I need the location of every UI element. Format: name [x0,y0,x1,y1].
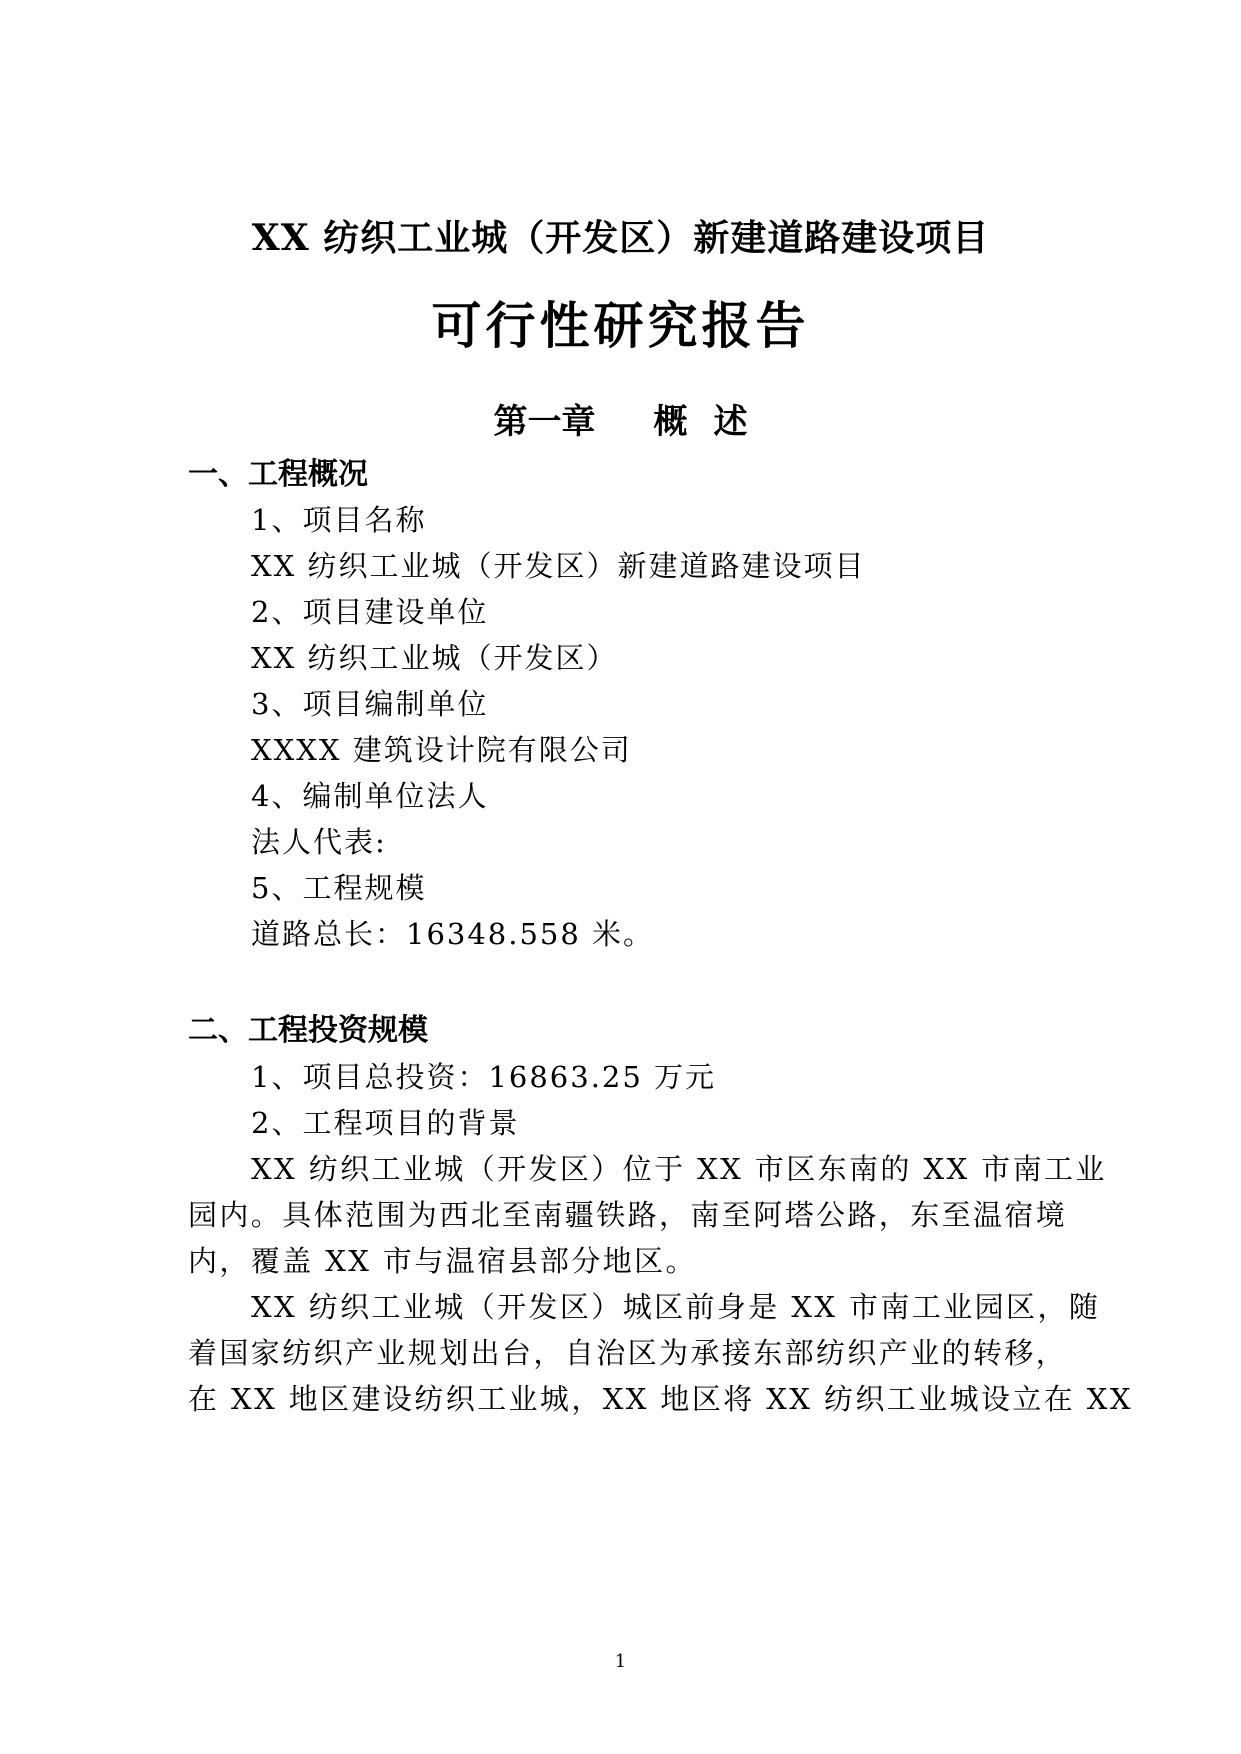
paragraph-line: 着国家纺织产业规划出台，自治区为承接东部纺织产业的转移， [188,1336,1068,1370]
report-title: 可行性研究报告 [431,297,810,355]
paragraph-line: 在 XX 地区建设纺织工业城，XX 地区将 XX 纺织工业城设立在 XX [188,1382,1133,1416]
overview-line: 1、项目名称 [251,503,427,537]
investment-line: 1、项目总投资：16863.25 万元 [251,1060,717,1094]
overview-line: XX 纺织工业城（开发区）新建道路建设项目 [251,549,866,583]
chapter-name-part1: 概 [653,402,688,442]
chapter-name-part2: 述 [713,402,748,442]
project-title: XX 纺织工业城（开发区）新建道路建设项目 [251,217,990,259]
page-number: 1 [614,1651,627,1672]
paragraph-line: XX 纺织工业城（开发区）位于 XX 市区东南的 XX 市南工业 [251,1152,1107,1186]
overview-line: 4、编制单位法人 [251,779,489,813]
paragraph-line: 内，覆盖 XX 市与温宿县部分地区。 [188,1244,697,1278]
overview-line: 3、项目编制单位 [251,687,489,721]
section-heading-overview: 一、工程概况 [188,457,368,492]
overview-line: XXXX 建筑设计院有限公司 [251,733,632,767]
overview-line: 5、工程规模 [251,871,427,905]
paragraph-line: XX 纺织工业城（开发区）城区前身是 XX 市南工业园区，随 [251,1290,1101,1324]
overview-line: 法人代表: [251,825,387,859]
chapter-title [0,398,1241,446]
chapter-number: 第一章 [493,402,596,442]
overview-line: XX 纺织工业城（开发区） [251,641,618,675]
overview-line: 2、项目建设单位 [251,595,489,629]
investment-line: 2、工程项目的背景 [251,1106,520,1140]
overview-line: 道路总长：16348.558 米。 [251,917,655,951]
paragraph-line: 园内。具体范围为西北至南疆铁路，南至阿塔公路，东至温宿境 [188,1198,1068,1232]
section-heading-investment: 二、工程投资规模 [188,1013,428,1048]
